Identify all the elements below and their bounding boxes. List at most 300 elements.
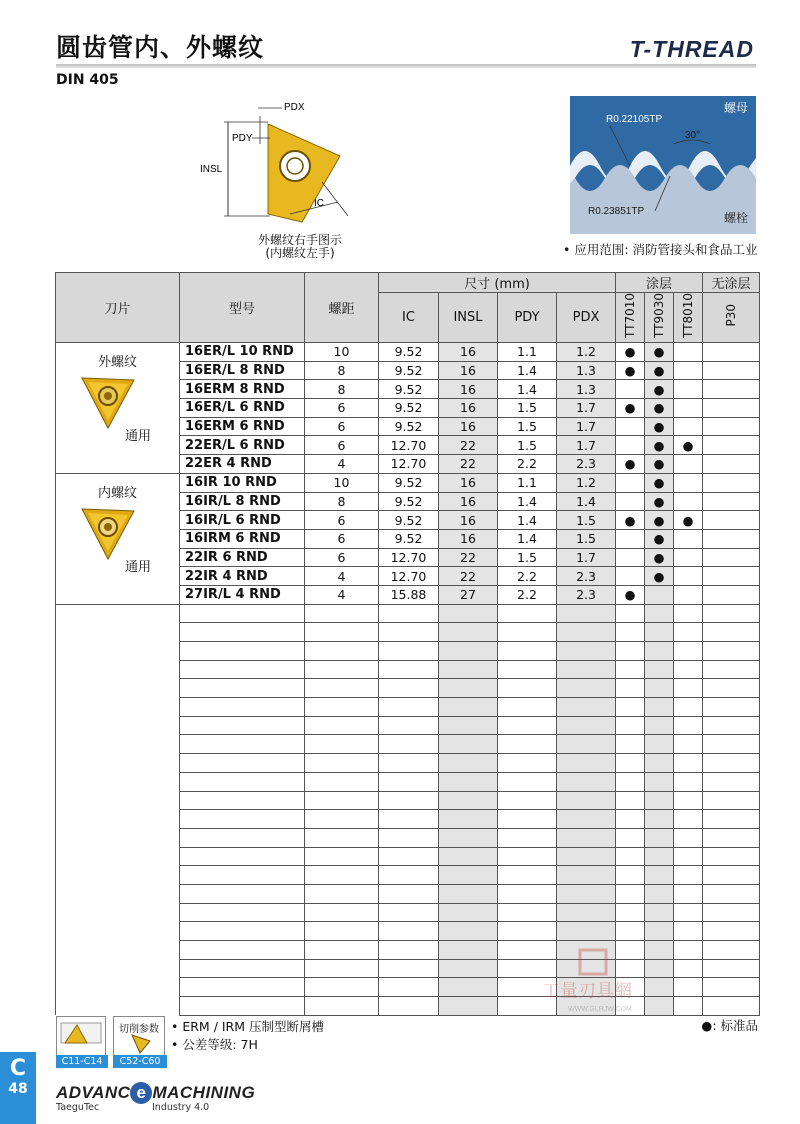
empty-cell [645,604,674,623]
empty-cell [439,978,498,997]
empty-cell [305,604,379,623]
empty-cell [56,716,180,735]
empty-cell [180,810,305,829]
cell-ic: 12.70 [379,567,439,586]
empty-cell [305,884,379,903]
insert-hole [280,151,310,181]
insert-icon [78,370,138,432]
empty-row [56,716,760,735]
cell-pdx: 1.2 [557,343,616,362]
cell-grade-3 [674,455,703,474]
cell-grade-3 [674,585,703,604]
cell-ic: 12.70 [379,455,439,474]
cell-ic: 12.70 [379,436,439,455]
cell-ic: 9.52 [379,343,439,362]
empty-cell [180,716,305,735]
cell-grade-3 [674,380,703,399]
cell-pitch: 4 [305,585,379,604]
empty-cell [305,698,379,717]
empty-cell [180,754,305,773]
empty-cell [439,754,498,773]
cell-pdy: 1.5 [498,548,557,567]
cell-grade-1: ● [616,511,645,530]
empty-cell [645,679,674,698]
empty-cell [616,604,645,623]
cell-insl: 16 [439,380,498,399]
cell-grade-1 [616,436,645,455]
cell-grade-4 [703,548,760,567]
empty-cell [616,623,645,642]
empty-cell [498,810,557,829]
cell-pdy: 1.5 [498,399,557,418]
empty-cell [674,735,703,754]
empty-cell [305,754,379,773]
empty-cell [703,959,760,978]
empty-cell [379,866,439,885]
empty-cell [180,978,305,997]
empty-cell [703,604,760,623]
empty-cell [305,922,379,941]
empty-cell [557,698,616,717]
cell-pdy: 1.4 [498,529,557,548]
note-tolerance: • 公差等级: 7H [171,1037,258,1052]
cell-grade-2: ● [645,399,674,418]
empty-cell [305,866,379,885]
empty-cell [616,660,645,679]
empty-cell [56,810,180,829]
caption-line-2: (内螺纹左手) [265,246,335,260]
empty-cell [498,791,557,810]
empty-cell [498,847,557,866]
cell-pdy: 1.4 [498,492,557,511]
empty-cell [305,903,379,922]
empty-cell [180,698,305,717]
empty-row [56,679,760,698]
empty-cell [379,997,439,1016]
cell-pdx: 1.5 [557,511,616,530]
empty-cell [498,903,557,922]
radius-top-label: R0.22105TP [606,114,663,125]
table-row [56,343,760,362]
cell-pitch: 6 [305,417,379,436]
cell-grade-2: ● [645,361,674,380]
cell-pdx: 2.3 [557,455,616,474]
empty-cell [645,623,674,642]
cell-grade-3 [674,473,703,492]
cell-pdx: 1.7 [557,399,616,418]
empty-cell [439,623,498,642]
empty-row [56,604,760,623]
empty-cell [379,660,439,679]
header-insl: INSL [439,293,498,343]
cell-pdx: 1.5 [557,529,616,548]
empty-cell [498,828,557,847]
empty-cell [379,679,439,698]
cell-grade-3 [674,343,703,362]
empty-cell [616,754,645,773]
cell-grade-1: ● [616,361,645,380]
cell-grade-4 [703,492,760,511]
empty-cell [703,847,760,866]
cell-model: 16IR/L 8 RND [180,492,305,511]
cell-grade-4 [703,455,760,474]
cell-grade-2: ● [645,511,674,530]
cell-model: 16ERM 8 RND [180,380,305,399]
empty-cell [557,847,616,866]
empty-cell [56,698,180,717]
empty-cell [557,679,616,698]
tool-holder-icon [57,1017,105,1053]
footer-company: TaeguTec [56,1102,100,1113]
cell-grade-4 [703,380,760,399]
empty-cell [703,810,760,829]
empty-cell [616,884,645,903]
empty-row [56,847,760,866]
empty-cell [557,866,616,885]
empty-cell [439,772,498,791]
empty-cell [616,847,645,866]
standard-item-note: ●: 标准品 [701,1018,758,1033]
empty-cell [56,623,180,642]
cell-model: 22IR 4 RND [180,567,305,586]
cell-insl: 16 [439,361,498,380]
cell-model: 16ERM 6 RND [180,417,305,436]
cell-insl: 16 [439,529,498,548]
cell-model: 22ER/L 6 RND [180,436,305,455]
cell-pdx: 1.3 [557,380,616,399]
reference-title: 切削参数 [119,1024,159,1035]
empty-row [56,903,760,922]
empty-cell [616,735,645,754]
cell-grade-3 [674,399,703,418]
cell-pitch: 6 [305,436,379,455]
empty-cell [674,866,703,885]
empty-cell [674,604,703,623]
empty-cell [674,884,703,903]
empty-cell [616,922,645,941]
cell-grade-1 [616,417,645,436]
empty-cell [703,679,760,698]
empty-row [56,660,760,679]
empty-cell [703,997,760,1016]
empty-cell [439,716,498,735]
empty-row [56,754,760,773]
cell-insl: 27 [439,585,498,604]
empty-cell [557,735,616,754]
cell-pitch: 8 [305,380,379,399]
empty-row [56,642,760,661]
empty-cell [674,922,703,941]
empty-cell [56,959,180,978]
caption-line-1: 外螺纹右手图示 [257,233,342,247]
empty-cell [56,754,180,773]
empty-cell [645,828,674,847]
bolt-label: 螺栓 [724,211,749,225]
pdx-label: PDX [284,102,305,113]
thread-profile-diagram [570,96,756,234]
empty-cell [305,679,379,698]
empty-cell [180,941,305,960]
brand-logo [630,36,754,63]
empty-cell [498,604,557,623]
empty-cell [439,997,498,1016]
header-uncoated: 无涂层 [703,273,760,293]
empty-cell [180,847,305,866]
cell-grade-4 [703,529,760,548]
cell-model: 16IRM 6 RND [180,529,305,548]
empty-cell [674,791,703,810]
empty-cell [379,847,439,866]
empty-cell [645,716,674,735]
empty-cell [703,828,760,847]
cell-grade-2: ● [645,455,674,474]
empty-cell [180,772,305,791]
cell-insl: 16 [439,417,498,436]
empty-row [56,922,760,941]
brand-text: T-THREAD [629,36,754,62]
title-divider [56,64,756,68]
empty-cell [703,791,760,810]
empty-cell [180,735,305,754]
cell-grade-1: ● [616,455,645,474]
empty-cell [616,810,645,829]
empty-cell [180,604,305,623]
blade-common-label: 通用 [124,559,151,575]
application-note: • 应用范围: 消防管接头和食品工业 [563,242,758,257]
empty-cell [703,866,760,885]
empty-cell [498,772,557,791]
empty-cell [557,716,616,735]
empty-cell [498,754,557,773]
cell-pdy: 1.4 [498,361,557,380]
cell-pdx: 1.2 [557,473,616,492]
header-grade-1: TT7010 [616,293,645,343]
empty-cell [616,679,645,698]
empty-cell [379,698,439,717]
header-ic: IC [379,293,439,343]
empty-cell [703,754,760,773]
cell-insl: 16 [439,473,498,492]
empty-cell [379,623,439,642]
empty-cell [180,903,305,922]
empty-cell [557,828,616,847]
cell-pdy: 2.2 [498,585,557,604]
empty-row [56,884,760,903]
empty-cell [305,791,379,810]
cell-grade-4 [703,343,760,362]
empty-cell [180,959,305,978]
empty-cell [180,997,305,1016]
empty-cell [674,810,703,829]
header-coating: 涂层 [616,273,703,293]
blade-type-label: 内螺纹 [97,485,137,501]
cell-grade-4 [703,417,760,436]
cell-grade-1 [616,529,645,548]
empty-cell [616,642,645,661]
header-grade-4: P30 [703,293,760,343]
empty-cell [703,698,760,717]
cell-ic: 9.52 [379,417,439,436]
empty-cell [616,903,645,922]
empty-cell [379,791,439,810]
empty-cell [439,810,498,829]
empty-cell [674,772,703,791]
empty-cell [180,660,305,679]
cell-grade-2: ● [645,380,674,399]
radius-bottom-label: R0.23851TP [588,206,645,217]
empty-cell [439,660,498,679]
cell-grade-3 [674,417,703,436]
chapter-tab [0,1052,36,1124]
cell-grade-4 [703,511,760,530]
cell-grade-2: ● [645,436,674,455]
empty-cell [305,959,379,978]
cell-grade-2: ● [645,492,674,511]
cell-ic: 9.52 [379,473,439,492]
empty-cell [56,679,180,698]
empty-cell [305,941,379,960]
empty-cell [645,903,674,922]
header-dimensions: 尺寸 (mm) [379,273,616,293]
empty-cell [180,623,305,642]
cell-pitch: 4 [305,455,379,474]
empty-cell [439,866,498,885]
page-number: 48 [8,1081,28,1097]
empty-cell [379,941,439,960]
empty-cell [703,642,760,661]
header-grade-3: TT8010 [674,293,703,343]
empty-cell [305,735,379,754]
cell-pdy: 2.2 [498,567,557,586]
empty-cell [56,735,180,754]
empty-cell [498,660,557,679]
empty-cell [498,698,557,717]
empty-cell [703,735,760,754]
standard-subtitle: DIN 405 [56,72,119,88]
empty-cell [557,604,616,623]
empty-cell [557,642,616,661]
cell-grade-1 [616,473,645,492]
page-title: 圆齿管内、外螺纹 [56,33,265,62]
cell-grade-2: ● [645,548,674,567]
empty-cell [674,642,703,661]
watermark-logo [540,945,680,1015]
cell-grade-1 [616,492,645,511]
cell-pitch: 6 [305,511,379,530]
empty-cell [645,772,674,791]
empty-cell [439,959,498,978]
cell-pdx: 1.4 [557,492,616,511]
empty-cell [56,997,180,1016]
cell-ic: 9.52 [379,529,439,548]
empty-cell [645,866,674,885]
cell-pitch: 8 [305,492,379,511]
empty-cell [703,903,760,922]
empty-cell [645,791,674,810]
empty-cell [703,623,760,642]
empty-cell [56,978,180,997]
empty-cell [557,772,616,791]
empty-cell [305,623,379,642]
cell-grade-4 [703,473,760,492]
empty-cell [305,810,379,829]
empty-cell [56,604,180,623]
blade-internal [56,473,180,604]
empty-cell [557,791,616,810]
cell-pdy: 1.4 [498,511,557,530]
empty-cell [498,922,557,941]
empty-cell [379,754,439,773]
reference-tag-2: C52-C60 [113,1055,167,1068]
header-pitch: 螺距 [305,273,379,343]
watermark-url: WWW.GLRJW.COM [568,1006,632,1013]
reference-box-cutting-params[interactable] [113,1016,165,1068]
empty-cell [557,660,616,679]
empty-cell [498,716,557,735]
cell-grade-4 [703,399,760,418]
empty-cell [703,922,760,941]
angle-label: 30° [685,130,701,141]
cell-pdy: 1.1 [498,473,557,492]
empty-cell [379,978,439,997]
empty-cell [703,772,760,791]
cell-insl: 22 [439,548,498,567]
cell-pitch: 6 [305,529,379,548]
empty-row [56,772,760,791]
empty-row [56,828,760,847]
empty-cell [645,810,674,829]
cell-grade-2: ● [645,529,674,548]
empty-cell [379,735,439,754]
empty-cell [305,642,379,661]
empty-cell [439,847,498,866]
empty-cell [674,754,703,773]
cell-ic: 9.52 [379,361,439,380]
cell-model: 16ER/L 8 RND [180,361,305,380]
empty-cell [56,772,180,791]
empty-cell [439,604,498,623]
empty-cell [439,828,498,847]
empty-cell [674,698,703,717]
empty-cell [674,903,703,922]
empty-cell [379,903,439,922]
cell-pdx: 1.7 [557,417,616,436]
insert-mini-icon [128,1033,152,1055]
empty-cell [180,791,305,810]
cell-pitch: 8 [305,361,379,380]
empty-cell [305,716,379,735]
cell-insl: 22 [439,455,498,474]
header-blade: 刀片 [56,273,180,343]
cell-grade-3: ● [674,436,703,455]
empty-cell [56,941,180,960]
cell-grade-3: ● [674,511,703,530]
empty-cell [557,922,616,941]
empty-cell [180,679,305,698]
empty-cell [379,922,439,941]
spec-table-body [56,343,760,1016]
cell-grade-3 [674,529,703,548]
empty-cell [616,772,645,791]
empty-cell [498,884,557,903]
empty-cell [703,978,760,997]
empty-cell [703,716,760,735]
reference-box-tooling[interactable] [56,1016,106,1068]
ic-label: IC [314,198,324,209]
empty-cell [439,903,498,922]
insl-label: INSL [200,164,223,175]
empty-cell [645,884,674,903]
